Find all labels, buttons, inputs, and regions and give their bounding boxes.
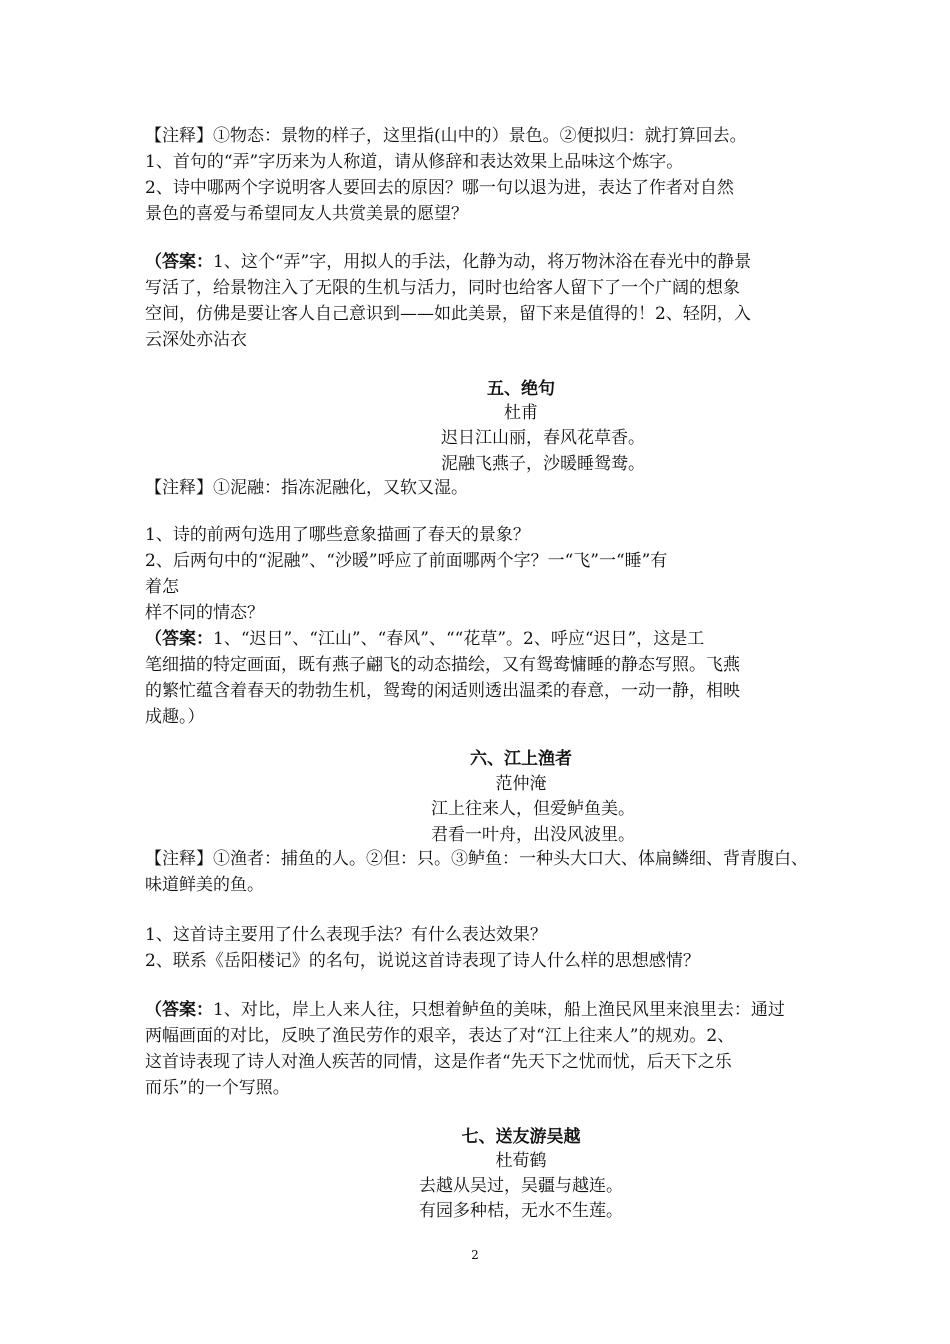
section5-answer-line4: 成趣。）: [145, 707, 205, 727]
answer-label: （答案：: [145, 252, 213, 272]
section6-answer-line3: 这首诗表现了诗人对渔人疾苦的同情，这是作者“先天下之忧而忧，后天下之乐: [145, 1052, 732, 1072]
section4-question1: 1、首句的“弄”字历来为人称道，请从修辞和表达效果上品味这个炼字。: [145, 152, 684, 172]
section4-answer: [145, 249, 817, 353]
section5-author: 杜甫: [504, 403, 538, 423]
section5-questions: [145, 522, 817, 730]
section4-note: 【注释】①物态：景物的样子，这里指(山中的）景色。②便拟归：就打算回去。: [145, 126, 747, 146]
section6-poem-line1: 江上往来人，但爱鲈鱼美。: [431, 799, 635, 819]
section6-question2: 2、联系《岳阳楼记》的名句，说说这首诗表现了诗人什么样的思想感情？: [145, 951, 700, 971]
section7-poem-line2: 有园多种桔，无水不生莲。: [419, 1201, 623, 1221]
section6-question1: 1、这首诗主要用了什么表现手法？有什么表达效果？: [145, 925, 547, 945]
answer-label: （答案：: [145, 629, 213, 649]
section6-questions: [145, 922, 817, 974]
section5-note: 【注释】①泥融：指冻泥融化，又软又湿。: [145, 478, 468, 498]
section5-question2-line2: 着怎: [145, 577, 179, 597]
section6-poem-line2: 君看一叶舟，出没风波里。: [431, 825, 635, 845]
section5-answer-line2: 笔细描的特定画面，既有燕子翩飞的动态描绘，又有鸳鸯慵睡的静态写照。飞燕: [145, 655, 740, 675]
section6-answer-line1: 1、对比，岸上人来人往，只想着鲈鱼的美味，船上渔民风里来浪里去：通过: [213, 1000, 785, 1020]
section5-question2-line1: 2、后两句中的“泥融”、“沙暖”呼应了前面哪两个字？一“飞”一“睡”有: [145, 551, 668, 571]
section5-answer-line3: 的繁忙蕴含着春天的勃勃生机，鸳鸯的闲适则透出温柔的春意，一动一静，相映: [145, 681, 740, 701]
answer-label: （答案：: [145, 1000, 213, 1020]
section5-title: 五、绝句: [487, 379, 555, 399]
section7-title: 七、送友游吴越: [461, 1127, 581, 1147]
section6-answer-line4: 而乐”的一个写照。: [145, 1078, 290, 1098]
section6-answer-line2: 两幅画面的对比，反映了渔民劳作的艰辛，表达了对“江上往来人”的规劝。2、: [145, 1026, 735, 1046]
section6-author: 范仲淹: [495, 774, 547, 794]
section6-note-line2: 味道鲜美的鱼。: [145, 875, 264, 895]
section5-question1: 1、诗的前两句选用了哪些意象描画了春天的景象？: [145, 525, 530, 545]
section7-author: 杜荀鹤: [495, 1151, 547, 1171]
section4-answer-line2: 写活了，给景物注入了无限的生机与活力，同时也给客人留下了一个广阔的想象: [145, 278, 740, 298]
section5-poem-line1: 迟日江山丽，春风花草香。: [441, 428, 645, 448]
section4-answer-line3: 空间，仿佛是要让客人自己意识到——如此美景，留下来是值得的！2、轻阴，入: [145, 304, 751, 324]
section6-title: 六、江上渔者: [470, 749, 572, 769]
section4-block: [145, 123, 817, 227]
section5-answer-line1: 1、“迟日”、“江山”、“春风”、““花草”。2、呼应“迟日”，这是工: [213, 629, 705, 649]
section6-note: [145, 846, 817, 898]
section4-question2-line1: 2、诗中哪两个字说明客人要回去的原因？哪一句以退为进，表达了作者对自然: [145, 178, 734, 198]
section4-question2-line2: 景色的喜爱与希望同友人共赏美景的愿望？: [145, 204, 468, 224]
section4-answer-line1: 1、这个“弄”字，用拟人的手法，化静为动，将万物沐浴在春光中的静景: [213, 252, 752, 272]
section4-answer-line4: 云深处亦沾衣: [145, 330, 247, 350]
section7-poem-line1: 去越从吴过，吴疆与越连。: [419, 1176, 623, 1196]
page-number: 2: [471, 1248, 479, 1262]
section6-note-line1: 【注释】①渔者：捕鱼的人。②但：只。③鲈鱼：一种头大口大、体扁鳞细、背青腹白、: [145, 849, 808, 869]
section5-poem-line2: 泥融飞燕子，沙暖睡鸳鸯。: [441, 454, 645, 474]
section6-answer: [145, 997, 817, 1101]
section5-question2-line3: 样不同的情态？: [145, 603, 264, 623]
